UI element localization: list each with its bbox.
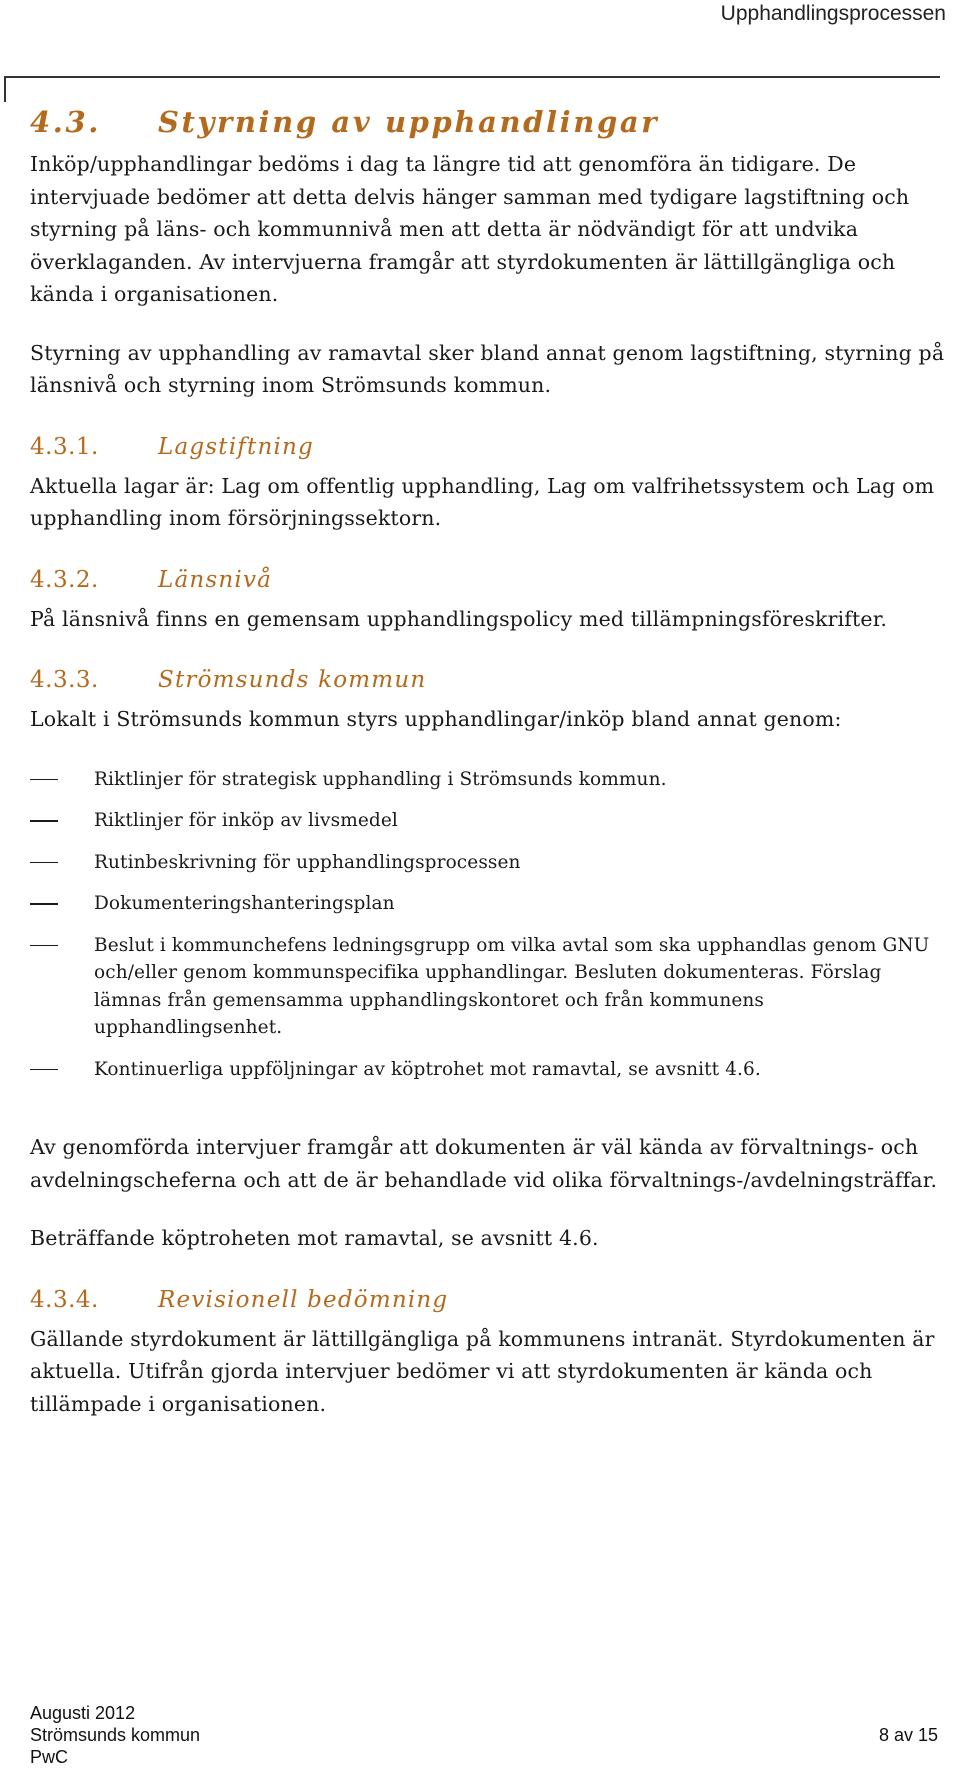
header-corner-mark	[4, 76, 6, 102]
dash-bullet-icon	[30, 1069, 58, 1071]
subsection-heading-revisionell-bedomning	[30, 1281, 948, 1319]
subsection-heading-lansniva	[30, 561, 948, 599]
section-title: Styrning av upphandlingar	[158, 105, 660, 139]
list-item: Kontinuerliga uppföljningar av köptrohet mot ramavtal, se avsnitt 4.6.	[30, 1056, 948, 1084]
section-paragraph-2: Styrning av upphandling av ramavtal sker bland annat genom lagstiftning, styrning på länsnivå och styrning inom Strömsunds kommun.	[30, 340, 945, 397]
list-item: Dokumenteringshanteringsplan	[30, 890, 948, 918]
list-item: Beslut i kommunchefens ledningsgrupp om vilka avtal som ska upphandlas genom GNU och/eller genom kommunspecifika upphandlingar. Besluten dokumenteras. Förslag lämnas från gemensamma upphandlingskontoret och från kommunens upphandlingsenhet.	[30, 932, 948, 1042]
steering-documents-list	[30, 766, 948, 1084]
assessment-paragraph: Gällande styrdokument är lättillgängliga på kommunens intranät. Styrdokumenten är aktuella. Utifrån gjorda intervjuer bedömer vi att styrdokumenten är kända och tillämpade i organisationen.	[30, 1326, 935, 1416]
subsection-heading-lagstiftning	[30, 428, 948, 466]
loyalty-reference-paragraph: Beträffande köptroheten mot ramavtal, se avsnitt 4.6.	[30, 1226, 599, 1250]
header-rule	[4, 76, 940, 78]
dash-bullet-icon	[30, 903, 58, 905]
section-heading	[30, 102, 948, 142]
page-number: 8 av 15	[878, 1725, 938, 1745]
dash-bullet-icon	[30, 779, 58, 781]
subsection-heading-stromsunds-kommun	[30, 661, 948, 699]
dash-bullet-icon	[30, 862, 58, 864]
subsection-number: 4.3.2.	[30, 566, 99, 593]
subsection-number: 4.3.1.	[30, 433, 99, 460]
stromsunds-intro-paragraph: Lokalt i Strömsunds kommun styrs upphandlingar/inköp bland annat genom:	[30, 707, 842, 731]
subsection-number: 4.3.4.	[30, 1286, 99, 1313]
footer-organization: Strömsunds kommun	[30, 1725, 201, 1745]
lansniva-paragraph: På länsnivå finns en gemensam upphandlingspolicy med tillämpningsföreskrifter.	[30, 606, 888, 631]
list-item: Rutinbeskrivning för upphandlingsprocessen	[30, 849, 948, 877]
section-number: 4.3.	[30, 105, 101, 139]
footer-left	[30, 1702, 200, 1768]
list-item: Riktlinjer för inköp av livsmedel	[30, 807, 948, 835]
list-item: Riktlinjer för strategisk upphandling i Strömsunds kommun.	[30, 766, 948, 794]
dash-bullet-icon	[30, 820, 58, 822]
interviews-paragraph: Av genomförda intervjuer framgår att dokumenten är väl kända av förvaltnings- och avdelningscheferna och att de är behandlade vid olika förvaltnings-/avdelningsträffar.	[30, 1135, 938, 1192]
subsection-title: Strömsunds kommun	[158, 667, 427, 693]
running-header-title: Upphandlingsprocessen	[720, 2, 946, 25]
subsection-title: Länsnivå	[158, 566, 273, 593]
footer-date: Augusti 2012	[30, 1703, 136, 1723]
subsection-number: 4.3.3.	[30, 667, 99, 693]
dash-bullet-icon	[30, 945, 58, 947]
section-paragraph-1: Inköp/upphandlingar bedöms i dag ta längre tid att genomföra än tidigare. De intervjuade bedömer att detta delvis hänger samman med tydigare lagstiftning och styrning på läns- och kommunnivå men att detta är nödvändigt för att undvika överklaganden. Av intervjuerna framgår att styrdokumenten är lättillgängliga och kända i organisationen.	[30, 152, 910, 306]
footer-company: PwC	[30, 1747, 69, 1767]
subsection-title: Revisionell bedömning	[158, 1286, 449, 1313]
document-body	[30, 102, 948, 1420]
lagstiftning-paragraph: Aktuella lagar är: Lag om offentlig upphandling, Lag om valfrihetssystem och Lag om upphandling inom försörjningssektorn.	[30, 473, 935, 530]
subsection-title: Lagstiftning	[158, 433, 314, 460]
